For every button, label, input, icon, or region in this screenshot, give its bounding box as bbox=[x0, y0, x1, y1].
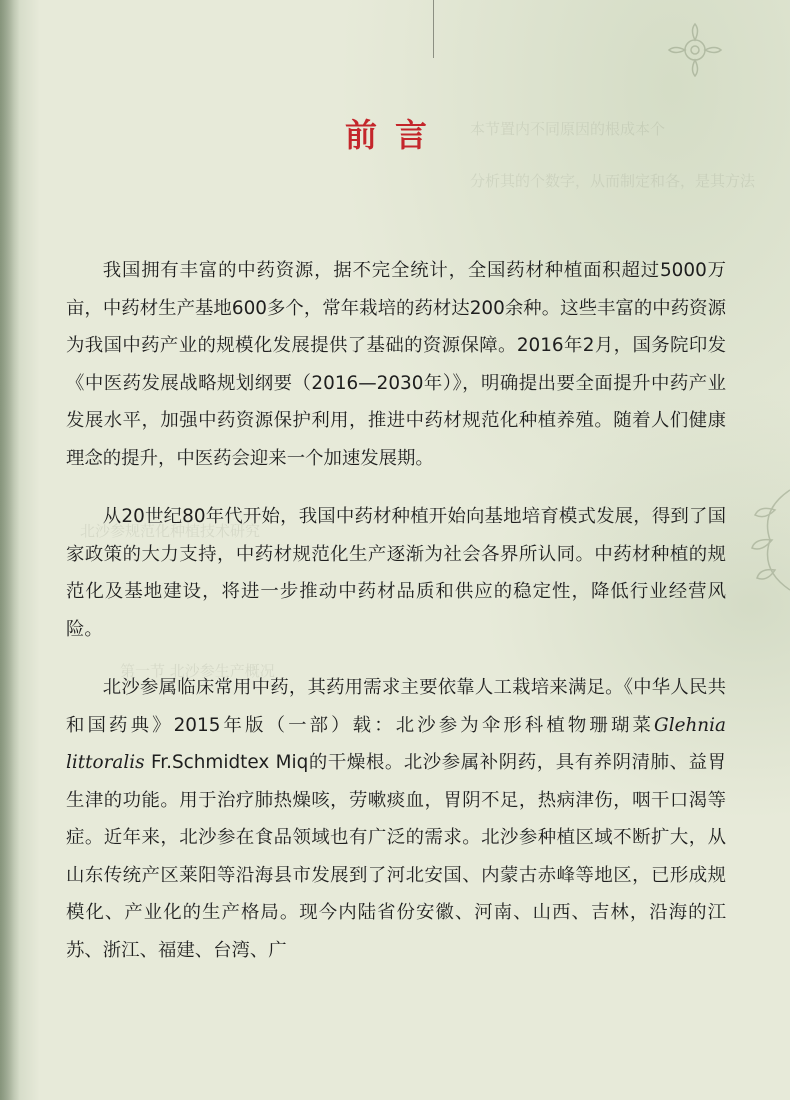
bleed-through-text: 本节置内不同原因的根成本个 bbox=[470, 120, 666, 138]
page-title: 前言 bbox=[344, 116, 445, 154]
floral-ornament-icon bbox=[660, 20, 730, 80]
paragraph: 从20世纪80年代开始，我国中药材种植开始向基地培育模式发展，得到了国家政策的大力支持，中药材规范化生产逐渐为社会各界所认同。中药材种植的规范化及基地建设，将进一步推动中药材品质和供应的稳定性，降低行业经营风险。 bbox=[66, 506, 726, 640]
header-rule bbox=[433, 0, 434, 58]
leaf-ornament-icon bbox=[730, 480, 790, 600]
paragraph-text: 北沙参属临床常用中药，其药用需求主要依靠人工栽培来满足。《中华人民共和国药典》2015年版（一部）载：北沙参为伞形科植物珊瑚菜 bbox=[66, 677, 726, 736]
bleed-through-text: 第一节 北沙参生产概况 bbox=[120, 662, 275, 680]
bleed-through-text: 分析其的个数字，从而制定和各，是其方法 bbox=[470, 172, 756, 190]
latin-species-name: Glehnia littoralis bbox=[66, 714, 726, 773]
bleed-through-text: 北沙参规范化种植技术研究 bbox=[80, 522, 261, 540]
preface-body bbox=[66, 252, 726, 990]
spine-shadow bbox=[0, 0, 20, 1100]
paragraph: 我国拥有丰富的中药资源，据不完全统计，全国药材种植面积超过5000万亩，中药材生产基地600多个，常年栽培的药材达200余种。这些丰富的中药资源为我国中药产业的规模化发展提供了基础的资源保障。2016年2月，国务院印发《中医药发展战略规划纲要（2016—2030年）》，明确提出要全面提升中药产业发展水平，加强中药资源保护利用，推进中药材规范化种植养殖。随着人们健康理念的提升，中医药会迎来一个加速发展期。 bbox=[66, 260, 726, 469]
paragraph bbox=[66, 669, 726, 969]
paragraph-text: Fr.Schmidtex Miq的干燥根。北沙参属补阴药，具有养阴清肺、益胃生津的功能。用于治疗肺热燥咳，劳嗽痰血，胃阴不足，热病津伤，咽干口渴等症。近年来，北沙参在食品领域也有广泛的需求。北沙参种植区域不断扩大，从山东传统产区莱阳等沿海县市发展到了河北安国、内蒙古赤峰等地区，已形成规模化、产业化的生产格局。现今内陆省份安徽、河南、山西、吉林，沿海的江苏、浙江、福建、台湾、广 bbox=[66, 752, 726, 961]
